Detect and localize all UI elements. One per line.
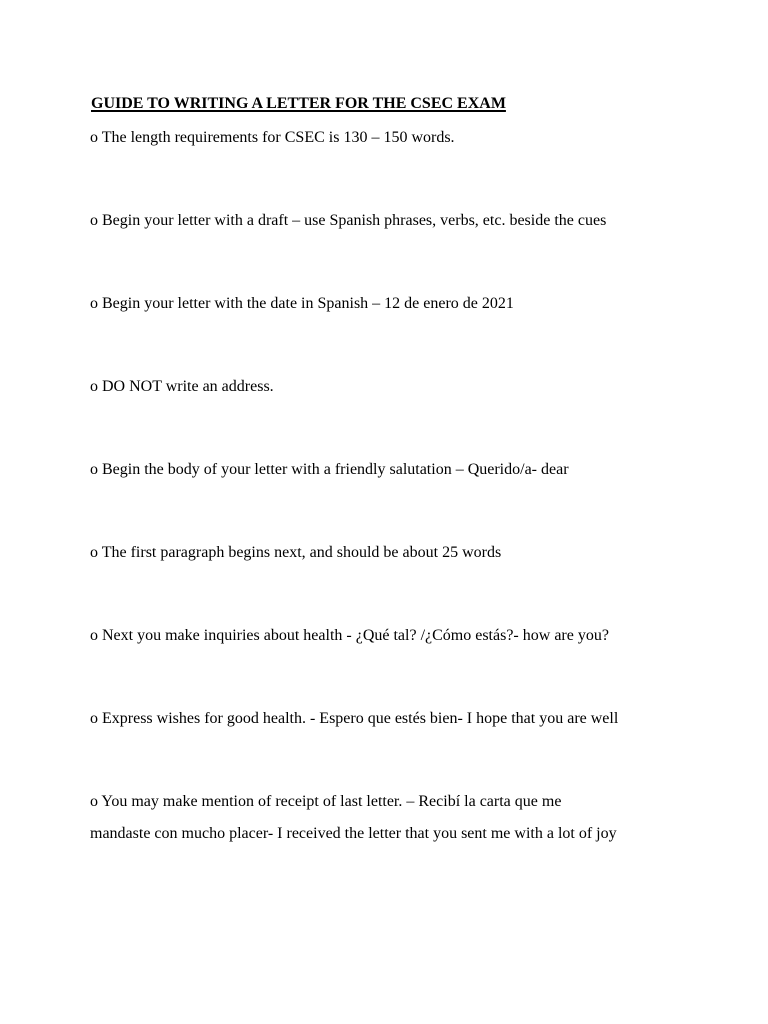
guide-item-receipt bbox=[90, 786, 690, 850]
guide-item-first-paragraph: o The first paragraph begins next, and should be about 25 words bbox=[90, 544, 502, 561]
document-title: GUIDE TO WRITING A LETTER FOR THE CSEC EXAM bbox=[91, 95, 506, 112]
guide-item-address: o DO NOT write an address. bbox=[90, 378, 274, 395]
guide-item-salutation: o Begin the body of your letter with a friendly salutation – Querido/a- dear bbox=[90, 461, 569, 478]
guide-item-receipt-line2: mandaste con mucho placer- I received the letter that you sent me with a lot of joy bbox=[90, 825, 617, 842]
guide-item-health-inquiry: o Next you make inquiries about health - ¿Qué tal? /¿Cómo estás?- how are you? bbox=[90, 627, 609, 644]
guide-item-date: o Begin your letter with the date in Spanish – 12 de enero de 2021 bbox=[90, 295, 514, 312]
guide-item-draft: o Begin your letter with a draft – use Spanish phrases, verbs, etc. beside the cues bbox=[90, 212, 607, 229]
guide-item-length: o The length requirements for CSEC is 130 – 150 words. bbox=[90, 129, 455, 146]
guide-item-receipt-line1: o You may make mention of receipt of last letter. – Recibí la carta que me bbox=[90, 793, 562, 810]
guide-item-health-wishes: o Express wishes for good health. - Espero que estés bien- I hope that you are well bbox=[90, 710, 619, 727]
